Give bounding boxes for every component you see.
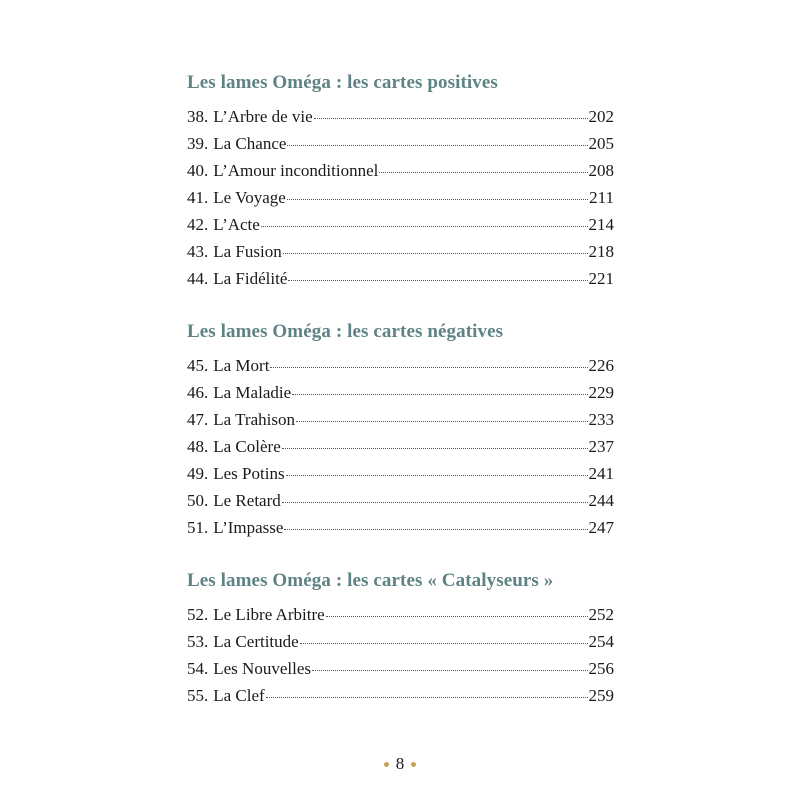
toc-section-positive [187,70,614,292]
dot-leader [287,145,587,146]
toc-entry[interactable] [187,514,614,541]
toc-entry[interactable] [187,157,614,184]
entry-title: Le Voyage [213,188,286,207]
toc-entry[interactable] [187,487,614,514]
entry-title: La Clef [213,686,265,705]
entry-title: Le Libre Arbitre [213,605,325,624]
toc-entry[interactable] [187,433,614,460]
entry-title: La Maladie [213,383,292,402]
entry-page-number: 202 [588,107,614,126]
entry-number: 49. [187,464,209,483]
dot-leader [288,280,587,281]
bullet-ornament-icon [384,762,389,767]
toc-entry[interactable] [187,103,614,130]
entry-title: Les Potins [213,464,285,483]
entry-list [187,352,614,541]
entry-number: 52. [187,605,209,624]
dot-leader [261,226,588,227]
toc-entry[interactable] [187,265,614,292]
entry-title: La Certitude [213,632,299,651]
entry-list [187,601,614,709]
entry-number: 46. [187,383,209,402]
entry-title: La Fidélité [213,269,288,288]
entry-page-number: 208 [588,161,614,180]
entry-page-number: 229 [588,383,614,402]
dot-leader [326,616,588,617]
entry-number: 55. [187,686,209,705]
entry-title: L’Impasse [213,518,284,537]
entry-page-number: 226 [588,356,614,375]
dot-leader [266,697,588,698]
entry-page-number: 247 [588,518,614,537]
toc-section-catalysts [187,568,614,709]
entry-title: Les Nouvelles [213,659,311,678]
entry-page-number: 256 [588,659,614,678]
dot-leader [296,421,588,422]
toc-entry[interactable] [187,130,614,157]
section-heading: Les lames Oméga : les cartes « Catalyseurs » [187,570,554,591]
entry-number: 50. [187,491,209,510]
toc-entry[interactable] [187,460,614,487]
entry-number: 38. [187,107,209,126]
entry-number: 48. [187,437,209,456]
entry-page-number: 237 [588,437,614,456]
entry-number: 40. [187,161,209,180]
entry-title: L’Amour inconditionnel [213,161,379,180]
entry-number: 51. [187,518,209,537]
entry-number: 47. [187,410,209,429]
dot-leader [312,670,588,671]
toc-section-negative [187,319,614,541]
toc-entry[interactable] [187,184,614,211]
dot-leader [270,367,587,368]
entry-number: 53. [187,632,209,651]
entry-page-number: 241 [588,464,614,483]
entry-number: 54. [187,659,209,678]
entry-page-number: 221 [588,269,614,288]
entry-title: L’Acte [213,215,260,234]
entry-number: 42. [187,215,209,234]
dot-leader [283,253,588,254]
section-heading: Les lames Oméga : les cartes positives [187,72,498,93]
entry-list [187,103,614,292]
entry-page-number: 254 [588,632,614,651]
entry-page-number: 205 [588,134,614,153]
entry-number: 44. [187,269,209,288]
entry-title: La Fusion [213,242,282,261]
dot-leader [314,118,588,119]
dot-leader [300,643,588,644]
entry-title: La Chance [213,134,287,153]
toc-entry[interactable] [187,682,614,709]
dot-leader [284,529,587,530]
bullet-ornament-icon [411,762,416,767]
entry-title: La Colère [213,437,281,456]
entry-page-number: 252 [588,605,614,624]
toc-entry[interactable] [187,601,614,628]
footer-page-number: 8 [395,754,405,773]
entry-title: Le Retard [213,491,281,510]
dot-leader [282,502,588,503]
dot-leader [282,448,588,449]
entry-number: 39. [187,134,209,153]
dot-leader [286,475,588,476]
toc-entry[interactable] [187,628,614,655]
toc-entry[interactable] [187,352,614,379]
toc-entry[interactable] [187,655,614,682]
section-heading: Les lames Oméga : les cartes négatives [187,321,504,342]
dot-leader [379,172,587,173]
entry-page-number: 259 [588,686,614,705]
entry-number: 41. [187,188,209,207]
toc-entry[interactable] [187,211,614,238]
page-footer [0,754,800,774]
entry-number: 45. [187,356,209,375]
entry-title: L’Arbre de vie [213,107,313,126]
dot-leader [287,199,588,200]
dot-leader [292,394,587,395]
table-of-contents [187,70,614,709]
toc-entry[interactable] [187,238,614,265]
entry-number: 43. [187,242,209,261]
entry-page-number: 244 [588,491,614,510]
entry-page-number: 211 [589,188,614,207]
entry-page-number: 214 [588,215,614,234]
toc-entry[interactable] [187,406,614,433]
entry-page-number: 233 [588,410,614,429]
entry-title: La Mort [213,356,270,375]
entry-title: La Trahison [213,410,295,429]
toc-entry[interactable] [187,379,614,406]
entry-page-number: 218 [588,242,614,261]
